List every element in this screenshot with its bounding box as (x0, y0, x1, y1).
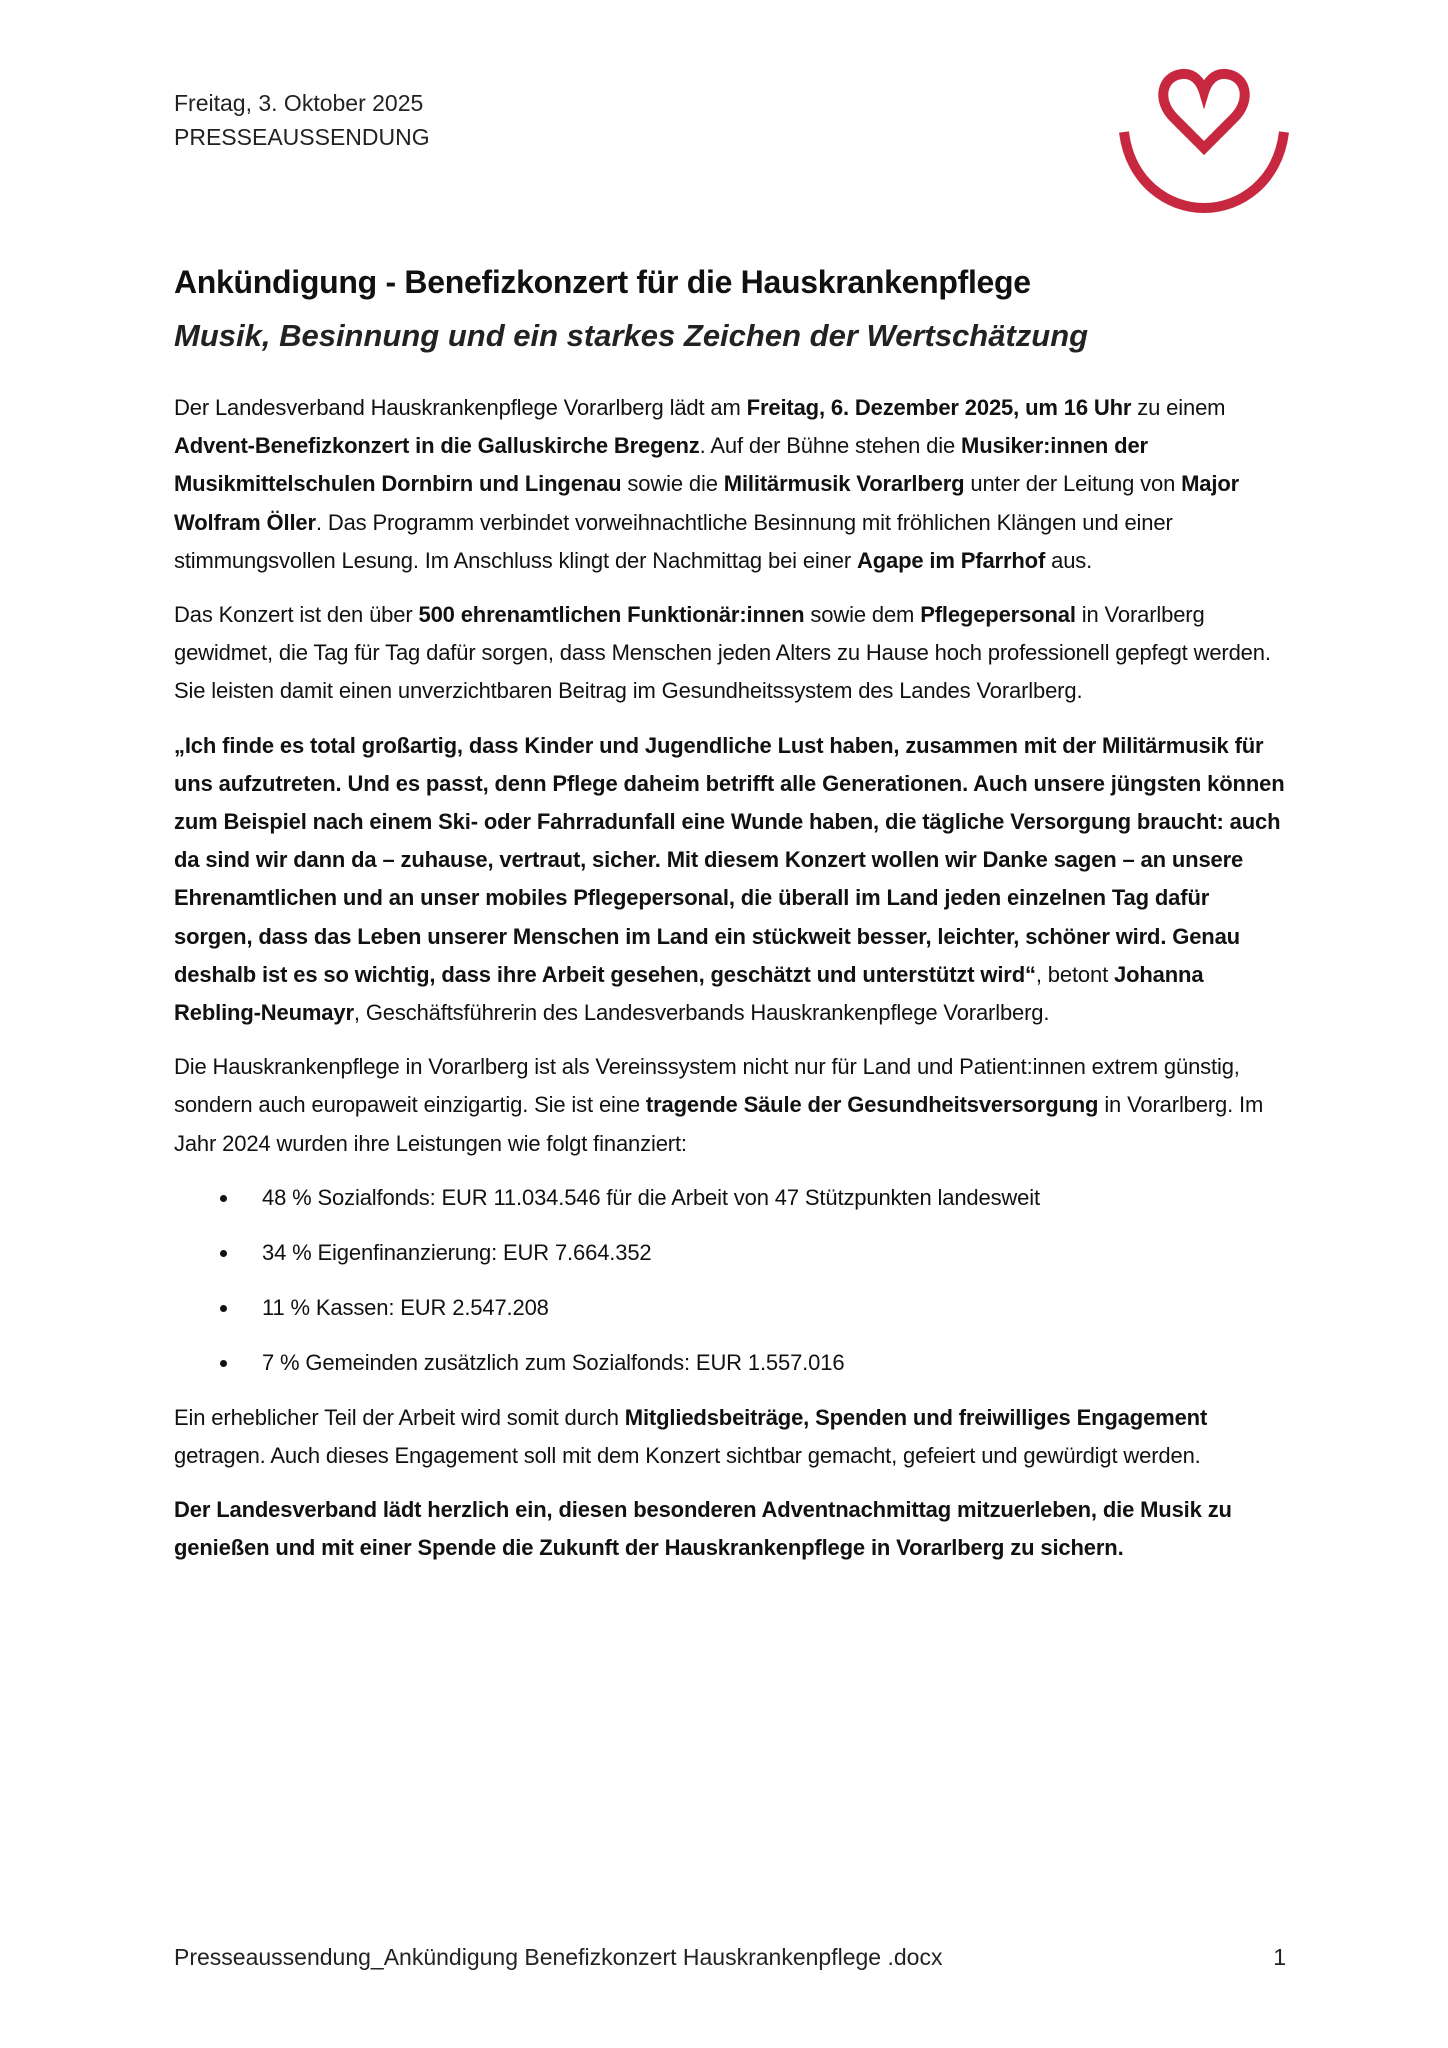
text: in Vorarlberg gewidmet, die Tag für Tag dafür sorgen, dass Menschen jeden Alters zu Hause hoch professionell gepfegt werden. Sie leisten damit einen unverzichtbaren Beitrag im Gesundheitssystem des Landes Vorarlberg. (174, 602, 1271, 704)
footer-filename: Presseaussendung_Ankündigung Benefizkonzert Hauskrankenpflege .docx (174, 1944, 943, 1970)
heart-smile-logo-icon (1116, 62, 1292, 216)
list-item: 7 % Gemeinden zusätzlich zum Sozialfonds: EUR 1.557.016 (174, 1344, 1286, 1382)
paragraphs-after (174, 1399, 1286, 1568)
bold-text: Johanna Rebling-Neumayr (174, 961, 1204, 1026)
bold-text: Advent-Benefizkonzert in die Galluskirche Bregenz (174, 433, 700, 459)
bold-text: Militärmusik Vorarlberg (723, 471, 965, 497)
bold-text: Freitag, 6. Dezember 2025, um 16 Uhr (746, 395, 1132, 420)
list-item: 34 % Eigenfinanzierung: EUR 7.664.352 (174, 1234, 1286, 1272)
bold-text: „Ich finde es total großartig, dass Kinder und Jugendliche Lust haben, zusammen mit der Militärmusik für uns aufzutreten. Und es passt, denn Pflege daheim betrifft alle Generationen. Auch unsere jüngsten können zum Beispiel nach einem Ski- oder Fahrradunfall eine Wunde haben, die tägliche Versorgung braucht: auch da sind wir dann da – zuhause, vertraut, sicher. Mit diesem Konzert wollen wir Danke sagen – an unsere Ehrenamtlichen und an unser mobiles Pflegepersonal, die überall im Land jeden einzelnen Tag dafür sorgen, dass das Leben unserer Menschen im Land ein stückweit besser, leichter, schöner wird. Genau deshalb ist es so wichtig, dass ihre Arbeit gesehen, geschätzt und unterstützt wird“ (174, 732, 1285, 987)
text: aus. (1045, 547, 1093, 573)
subtitle: Musik, Besinnung und ein starkes Zeichen der Wertschätzung (174, 318, 1089, 353)
page-footer (174, 1944, 1286, 1971)
text: Die Hauskrankenpflege in Vorarlberg ist als Vereinssystem nicht nur für Land und Patient:innen extrem günstig, sondern auch europaweit einzigartig. Sie ist eine (174, 1054, 1240, 1118)
page-number: 1 (1273, 1944, 1286, 1970)
bold-text: Major Wolfram Öller (174, 471, 1240, 535)
text: sowie dem (804, 602, 921, 628)
bold-text: Der Landesverband lädt herzlich ein, diesen besonderen Adventnachmittag mitzuerleben, die Musik zu genießen und mit einer Spende die Zukunft der Hauskrankenpflege in Vorarlberg zu sichern. (174, 1497, 1232, 1561)
paragraph (174, 1399, 1286, 1475)
text: . Das Programm verbindet vorweihnachtliche Besinnung mit fröhlichen Klängen und einer stimmungsvollen Lesung. Im Anschluss klingt der Nachmittag bei einer (174, 509, 1173, 573)
document-header (174, 86, 430, 154)
list-item: 11 % Kassen: EUR 2.547.208 (174, 1289, 1286, 1327)
text: in Vorarlberg. Im Jahr 2024 wurden ihre Leistungen wie folgt finanziert: (174, 1092, 1264, 1156)
text: getragen. Auch dieses Engagement soll mit dem Konzert sichtbar gemacht, gefeiert und gewürdigt werden. (174, 1443, 1201, 1469)
bold-text: Mitgliedsbeiträge, Spenden und freiwilliges Engagement (624, 1404, 1208, 1430)
text: , Geschäftsführerin des Landesverbands Hauskrankenpflege Vorarlberg. (353, 1000, 1050, 1026)
document-type: PRESSEAUSSENDUNG (174, 124, 430, 150)
text: zu einem (1131, 395, 1226, 420)
paragraph (174, 596, 1286, 711)
text: Der Landesverband Hauskrankenpflege Vorarlberg lädt am (174, 395, 747, 420)
paragraphs-before (174, 389, 1286, 1163)
paragraph (174, 1048, 1286, 1163)
bold-text: Agape im Pfarrhof (856, 547, 1046, 573)
list-item: 48 % Sozialfonds: EUR 11.034.546 für die Arbeit von 47 Stützpunkten landesweit (174, 1179, 1286, 1217)
text: . Auf der Bühne stehen die (699, 433, 962, 459)
bold-text: 500 ehrenamtlichen Funktionär:innen (418, 602, 805, 628)
date: Freitag, 3. Oktober 2025 (174, 90, 424, 116)
text: unter der Leitung von (964, 471, 1182, 497)
paragraph (174, 1491, 1286, 1567)
bold-text: Musiker:innen der Musikmittelschulen Dornbirn und Lingenau (174, 433, 1148, 497)
bold-text: tragende Säule der Gesundheitsversorgung (645, 1092, 1099, 1118)
paragraph (174, 727, 1286, 1033)
page-title: Ankündigung - Benefizkonzert für die Hauskrankenpflege (174, 264, 1031, 300)
document-body (174, 389, 1286, 1584)
text: Ein erheblicher Teil der Arbeit wird somit durch (174, 1404, 625, 1430)
bold-text: Pflegepersonal (920, 602, 1076, 628)
paragraph (174, 389, 1286, 580)
financing-list (174, 1179, 1286, 1382)
text: , betont (1035, 961, 1115, 987)
text: Das Konzert ist den über (174, 602, 419, 628)
text: sowie die (621, 471, 724, 497)
